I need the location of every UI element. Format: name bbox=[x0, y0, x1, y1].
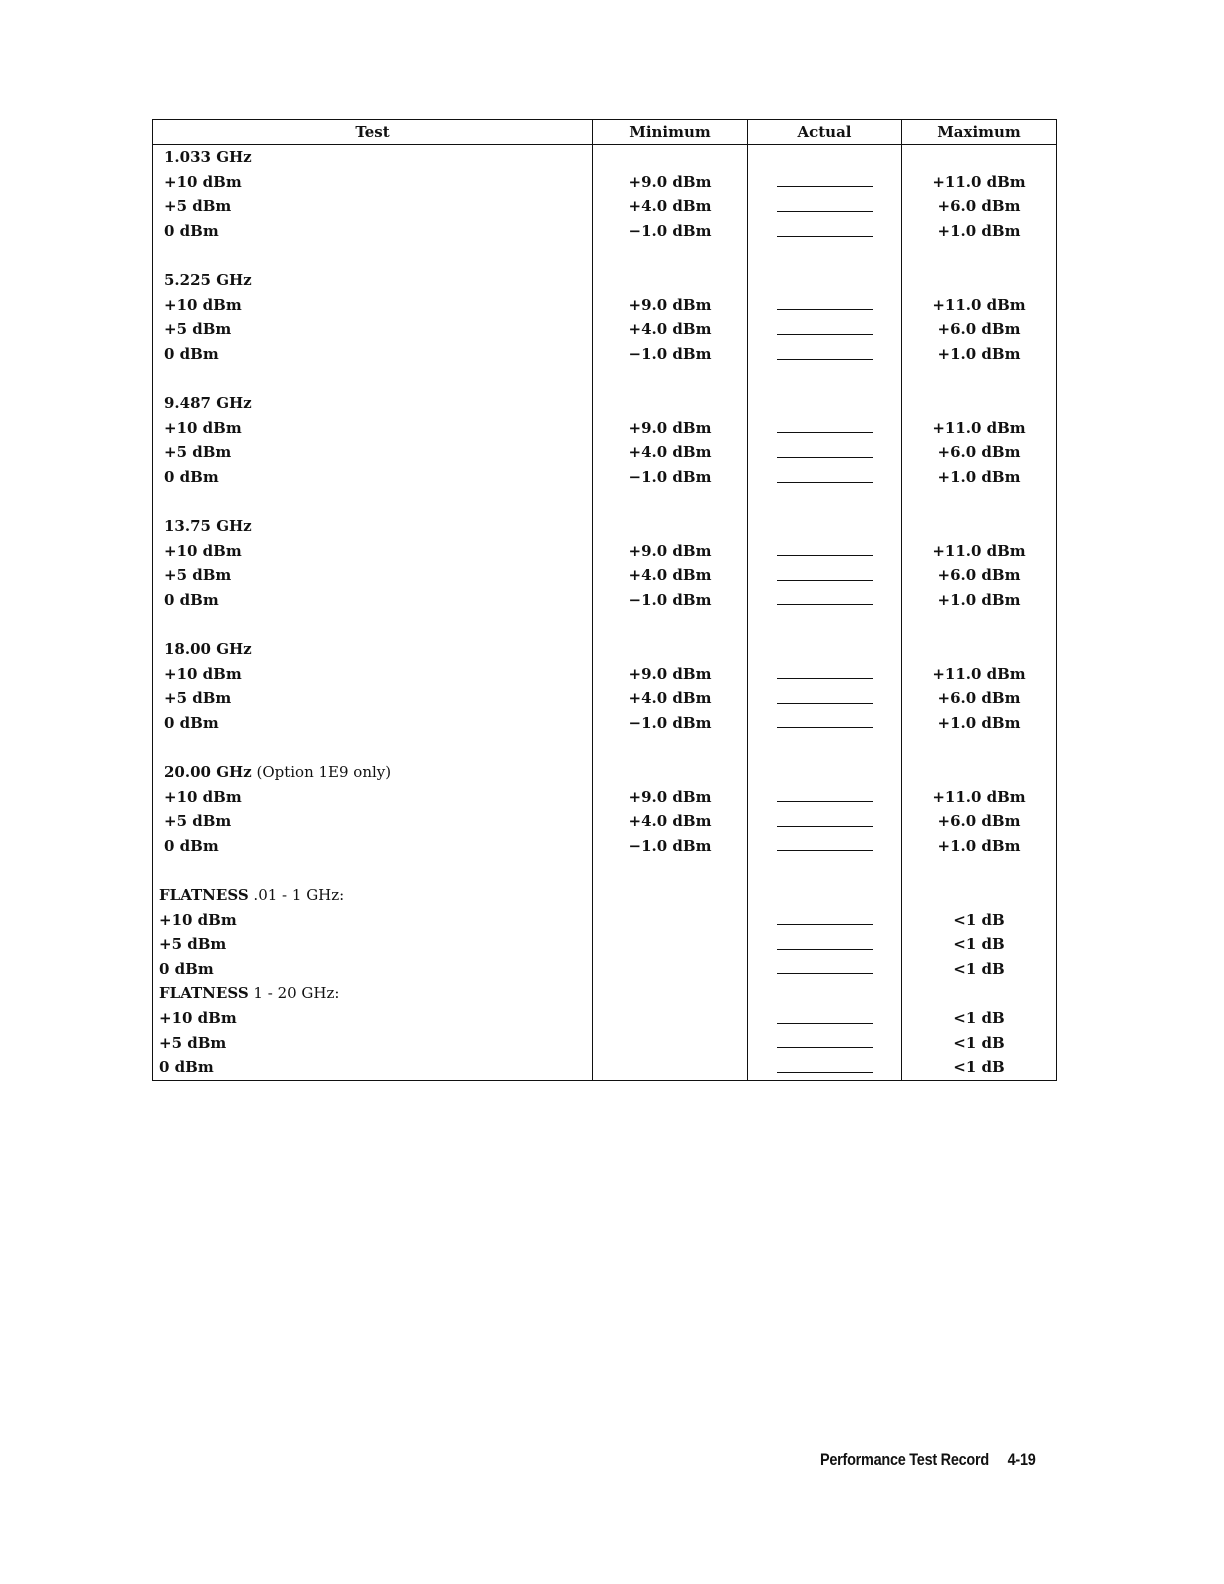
maximum-value: +11.0 dBm bbox=[902, 416, 1057, 441]
maximum-value: +11.0 dBm bbox=[902, 293, 1057, 318]
test-level: +10 dBm bbox=[164, 295, 242, 314]
actual-entry-cell[interactable] bbox=[748, 907, 902, 932]
test-level: 0 dBm bbox=[164, 836, 219, 855]
empty-cell bbox=[748, 760, 902, 785]
maximum-value: <1 dB bbox=[902, 932, 1057, 957]
actual-entry-cell[interactable] bbox=[748, 809, 902, 834]
flatness-label: FLATNESS bbox=[159, 886, 249, 905]
actual-entry-cell[interactable] bbox=[748, 539, 902, 564]
spacer-cell bbox=[153, 489, 593, 514]
actual-entry-cell[interactable] bbox=[748, 834, 902, 859]
frequency-heading-row bbox=[153, 514, 1057, 539]
actual-entry-cell[interactable] bbox=[748, 170, 902, 195]
actual-entry-cell[interactable] bbox=[748, 1055, 902, 1080]
frequency-label: 5.225 GHz bbox=[164, 271, 252, 290]
minimum-value: +4.0 dBm bbox=[593, 440, 748, 465]
table-row bbox=[153, 539, 1057, 564]
minimum-value: +9.0 dBm bbox=[593, 293, 748, 318]
table-row bbox=[153, 194, 1057, 219]
frequency-label: 13.75 GHz bbox=[164, 517, 252, 536]
header-maximum: Maximum bbox=[902, 120, 1057, 145]
test-level: +5 dBm bbox=[164, 443, 232, 462]
test-level: +5 dBm bbox=[164, 689, 232, 708]
table-row bbox=[153, 293, 1057, 318]
actual-blank-line[interactable] bbox=[777, 836, 873, 851]
empty-minimum-cell bbox=[593, 1030, 748, 1055]
table-row bbox=[153, 661, 1057, 686]
header-minimum: Minimum bbox=[593, 120, 748, 145]
test-level: 0 dBm bbox=[164, 713, 219, 732]
actual-entry-cell[interactable] bbox=[748, 588, 902, 613]
table-row bbox=[153, 317, 1057, 342]
flatness-row bbox=[153, 1030, 1057, 1055]
table-row bbox=[153, 834, 1057, 859]
maximum-value: <1 dB bbox=[902, 907, 1057, 932]
flatness-row bbox=[153, 957, 1057, 982]
minimum-value: +4.0 dBm bbox=[593, 809, 748, 834]
empty-cell bbox=[593, 514, 748, 539]
minimum-value: +9.0 dBm bbox=[593, 416, 748, 441]
frequency-heading bbox=[153, 514, 593, 539]
empty-minimum-cell bbox=[593, 907, 748, 932]
performance-test-record-table bbox=[152, 119, 1057, 1081]
minimum-value: +4.0 dBm bbox=[593, 194, 748, 219]
minimum-value: +9.0 dBm bbox=[593, 661, 748, 686]
empty-minimum-cell bbox=[593, 932, 748, 957]
frequency-heading bbox=[153, 145, 593, 170]
test-level: 0 dBm bbox=[164, 345, 219, 364]
spacer-row bbox=[153, 366, 1057, 391]
maximum-value: +6.0 dBm bbox=[902, 440, 1057, 465]
frequency-label: 20.00 GHz bbox=[164, 763, 252, 782]
page-footer bbox=[820, 1450, 1036, 1470]
test-level: 0 dBm bbox=[159, 1058, 214, 1077]
table-row bbox=[153, 563, 1057, 588]
actual-blank-line[interactable] bbox=[777, 566, 873, 581]
actual-blank-line[interactable] bbox=[777, 812, 873, 827]
maximum-value: <1 dB bbox=[902, 1030, 1057, 1055]
empty-cell bbox=[748, 981, 902, 1006]
maximum-value: +1.0 dBm bbox=[902, 342, 1057, 367]
test-level: 0 dBm bbox=[164, 468, 219, 487]
empty-cell bbox=[593, 760, 748, 785]
actual-entry-cell[interactable] bbox=[748, 219, 902, 244]
minimum-value: −1.0 dBm bbox=[593, 219, 748, 244]
flatness-heading-row bbox=[153, 981, 1057, 1006]
actual-entry-cell[interactable] bbox=[748, 416, 902, 441]
test-level: 0 dBm bbox=[164, 222, 219, 241]
minimum-value: −1.0 dBm bbox=[593, 834, 748, 859]
spacer-cell bbox=[593, 489, 748, 514]
minimum-value: +9.0 dBm bbox=[593, 170, 748, 195]
table-row bbox=[153, 465, 1057, 490]
actual-entry-cell[interactable] bbox=[748, 957, 902, 982]
spacer-cell bbox=[902, 489, 1057, 514]
actual-blank-line[interactable] bbox=[777, 910, 873, 925]
spacer-cell bbox=[593, 366, 748, 391]
maximum-value: <1 dB bbox=[902, 1006, 1057, 1031]
actual-entry-cell[interactable] bbox=[748, 563, 902, 588]
test-level: +10 dBm bbox=[164, 541, 242, 560]
frequency-heading-row bbox=[153, 391, 1057, 416]
test-level: +5 dBm bbox=[159, 1033, 227, 1052]
frequency-note: (Option 1E9 only) bbox=[251, 763, 392, 782]
empty-cell bbox=[902, 268, 1057, 293]
test-level: +10 dBm bbox=[159, 1009, 237, 1028]
test-level: +5 dBm bbox=[164, 320, 232, 339]
maximum-value: <1 dB bbox=[902, 1055, 1057, 1080]
actual-blank-line[interactable] bbox=[777, 443, 873, 458]
spacer-cell bbox=[902, 243, 1057, 268]
empty-cell bbox=[748, 883, 902, 908]
actual-blank-line[interactable] bbox=[777, 664, 873, 679]
minimum-value: +9.0 dBm bbox=[593, 539, 748, 564]
table-row bbox=[153, 416, 1057, 441]
table-row bbox=[153, 809, 1057, 834]
actual-entry-cell[interactable] bbox=[748, 1006, 902, 1031]
actual-blank-line[interactable] bbox=[777, 689, 873, 704]
minimum-value: −1.0 dBm bbox=[593, 342, 748, 367]
spacer-cell bbox=[902, 612, 1057, 637]
spacer-cell bbox=[748, 366, 902, 391]
test-level: 0 dBm bbox=[159, 959, 214, 978]
spacer-cell bbox=[593, 612, 748, 637]
actual-blank-line[interactable] bbox=[777, 295, 873, 310]
footer-title: Performance Test Record bbox=[820, 1450, 989, 1469]
actual-blank-line[interactable] bbox=[777, 345, 873, 360]
actual-blank-line[interactable] bbox=[777, 959, 873, 974]
page-number: 4-19 bbox=[1007, 1450, 1036, 1469]
spacer-cell bbox=[748, 858, 902, 883]
spacer-row bbox=[153, 489, 1057, 514]
spacer-cell bbox=[748, 612, 902, 637]
test-level: +10 dBm bbox=[164, 787, 242, 806]
empty-cell bbox=[593, 268, 748, 293]
empty-cell bbox=[593, 981, 748, 1006]
spacer-cell bbox=[902, 735, 1057, 760]
frequency-heading bbox=[153, 637, 593, 662]
frequency-heading bbox=[153, 760, 593, 785]
actual-entry-cell[interactable] bbox=[748, 661, 902, 686]
spacer-cell bbox=[153, 858, 593, 883]
table-body bbox=[153, 145, 1057, 1081]
table-row bbox=[153, 784, 1057, 809]
empty-cell bbox=[748, 268, 902, 293]
minimum-value: +4.0 dBm bbox=[593, 317, 748, 342]
maximum-value: +11.0 dBm bbox=[902, 539, 1057, 564]
spacer-row bbox=[153, 612, 1057, 637]
test-level: +5 dBm bbox=[164, 566, 232, 585]
flatness-label: FLATNESS bbox=[159, 984, 249, 1003]
header-actual: Actual bbox=[748, 120, 902, 145]
header-test: Test bbox=[153, 120, 593, 145]
empty-cell bbox=[902, 637, 1057, 662]
empty-cell bbox=[593, 391, 748, 416]
actual-blank-line[interactable] bbox=[777, 468, 873, 483]
test-level: +5 dBm bbox=[164, 197, 232, 216]
empty-minimum-cell bbox=[593, 1006, 748, 1031]
spacer-cell bbox=[593, 735, 748, 760]
frequency-label: 9.487 GHz bbox=[164, 394, 252, 413]
table-row bbox=[153, 170, 1057, 195]
maximum-value: +1.0 dBm bbox=[902, 588, 1057, 613]
empty-cell bbox=[902, 145, 1057, 170]
frequency-heading-row bbox=[153, 637, 1057, 662]
maximum-value: +6.0 dBm bbox=[902, 317, 1057, 342]
minimum-value: +9.0 dBm bbox=[593, 784, 748, 809]
maximum-value: +6.0 dBm bbox=[902, 194, 1057, 219]
maximum-value: +6.0 dBm bbox=[902, 563, 1057, 588]
flatness-heading bbox=[153, 981, 593, 1006]
actual-entry-cell[interactable] bbox=[748, 194, 902, 219]
empty-cell bbox=[593, 145, 748, 170]
actual-entry-cell[interactable] bbox=[748, 342, 902, 367]
flatness-row bbox=[153, 907, 1057, 932]
empty-cell bbox=[902, 981, 1057, 1006]
actual-blank-line[interactable] bbox=[777, 222, 873, 237]
empty-cell bbox=[593, 883, 748, 908]
flatness-row bbox=[153, 1006, 1057, 1031]
empty-cell bbox=[902, 883, 1057, 908]
actual-entry-cell[interactable] bbox=[748, 686, 902, 711]
actual-entry-cell[interactable] bbox=[748, 440, 902, 465]
empty-cell bbox=[748, 391, 902, 416]
actual-entry-cell[interactable] bbox=[748, 293, 902, 318]
maximum-value: +1.0 dBm bbox=[902, 834, 1057, 859]
frequency-heading-row bbox=[153, 268, 1057, 293]
table-row bbox=[153, 342, 1057, 367]
actual-blank-line[interactable] bbox=[777, 590, 873, 605]
maximum-value: <1 dB bbox=[902, 957, 1057, 982]
maximum-value: +11.0 dBm bbox=[902, 784, 1057, 809]
actual-blank-line[interactable] bbox=[777, 541, 873, 556]
flatness-heading bbox=[153, 883, 593, 908]
empty-minimum-cell bbox=[593, 957, 748, 982]
spacer-row bbox=[153, 735, 1057, 760]
maximum-value: +6.0 dBm bbox=[902, 809, 1057, 834]
test-level: +10 dBm bbox=[164, 664, 242, 683]
actual-blank-line[interactable] bbox=[777, 787, 873, 802]
test-level: +5 dBm bbox=[164, 812, 232, 831]
spacer-cell bbox=[153, 612, 593, 637]
maximum-value: +1.0 dBm bbox=[902, 711, 1057, 736]
spacer-cell bbox=[153, 735, 593, 760]
frequency-label: 18.00 GHz bbox=[164, 640, 252, 659]
maximum-value: +6.0 dBm bbox=[902, 686, 1057, 711]
frequency-heading bbox=[153, 391, 593, 416]
frequency-heading bbox=[153, 268, 593, 293]
actual-blank-line[interactable] bbox=[777, 713, 873, 728]
actual-blank-line[interactable] bbox=[777, 1033, 873, 1048]
empty-cell bbox=[902, 760, 1057, 785]
maximum-value: +1.0 dBm bbox=[902, 219, 1057, 244]
flatness-heading-row bbox=[153, 883, 1057, 908]
maximum-value: +11.0 dBm bbox=[902, 661, 1057, 686]
minimum-value: −1.0 dBm bbox=[593, 711, 748, 736]
spacer-row bbox=[153, 243, 1057, 268]
maximum-value: +11.0 dBm bbox=[902, 170, 1057, 195]
maximum-value: +1.0 dBm bbox=[902, 465, 1057, 490]
spacer-cell bbox=[153, 366, 593, 391]
actual-blank-line[interactable] bbox=[777, 1009, 873, 1024]
actual-blank-line[interactable] bbox=[777, 935, 873, 950]
spacer-cell bbox=[593, 243, 748, 268]
table-row bbox=[153, 588, 1057, 613]
actual-entry-cell[interactable] bbox=[748, 711, 902, 736]
actual-blank-line[interactable] bbox=[777, 172, 873, 187]
test-level: +10 dBm bbox=[159, 910, 237, 929]
test-level: +5 dBm bbox=[159, 935, 227, 954]
minimum-value: −1.0 dBm bbox=[593, 588, 748, 613]
test-level: +10 dBm bbox=[164, 418, 242, 437]
frequency-label: 1.033 GHz bbox=[164, 148, 252, 167]
spacer-cell bbox=[748, 243, 902, 268]
minimum-value: +4.0 dBm bbox=[593, 563, 748, 588]
empty-cell bbox=[902, 391, 1057, 416]
actual-entry-cell[interactable] bbox=[748, 465, 902, 490]
spacer-cell bbox=[902, 366, 1057, 391]
actual-entry-cell[interactable] bbox=[748, 1030, 902, 1055]
empty-cell bbox=[748, 514, 902, 539]
table-row bbox=[153, 440, 1057, 465]
flatness-range: .01 - 1 GHz: bbox=[248, 886, 345, 905]
actual-blank-line[interactable] bbox=[777, 320, 873, 335]
spacer-cell bbox=[748, 735, 902, 760]
frequency-heading-row bbox=[153, 145, 1057, 170]
spacer-cell bbox=[153, 243, 593, 268]
test-level: +10 dBm bbox=[164, 172, 242, 191]
spacer-cell bbox=[902, 858, 1057, 883]
test-level: 0 dBm bbox=[164, 590, 219, 609]
actual-blank-line[interactable] bbox=[777, 1058, 873, 1073]
frequency-heading-row bbox=[153, 760, 1057, 785]
spacer-cell bbox=[593, 858, 748, 883]
actual-entry-cell[interactable] bbox=[748, 784, 902, 809]
empty-minimum-cell bbox=[593, 1055, 748, 1080]
flatness-row bbox=[153, 1055, 1057, 1080]
spacer-row bbox=[153, 858, 1057, 883]
actual-blank-line[interactable] bbox=[777, 197, 873, 212]
flatness-row bbox=[153, 932, 1057, 957]
actual-entry-cell[interactable] bbox=[748, 317, 902, 342]
table-row bbox=[153, 219, 1057, 244]
flatness-range: 1 - 20 GHz: bbox=[248, 984, 340, 1003]
header-row bbox=[153, 120, 1057, 145]
actual-blank-line[interactable] bbox=[777, 418, 873, 433]
actual-entry-cell[interactable] bbox=[748, 932, 902, 957]
empty-cell bbox=[902, 514, 1057, 539]
minimum-value: +4.0 dBm bbox=[593, 686, 748, 711]
empty-cell bbox=[748, 637, 902, 662]
empty-cell bbox=[593, 637, 748, 662]
table-row bbox=[153, 711, 1057, 736]
minimum-value: −1.0 dBm bbox=[593, 465, 748, 490]
table-row bbox=[153, 686, 1057, 711]
empty-cell bbox=[748, 145, 902, 170]
spacer-cell bbox=[748, 489, 902, 514]
